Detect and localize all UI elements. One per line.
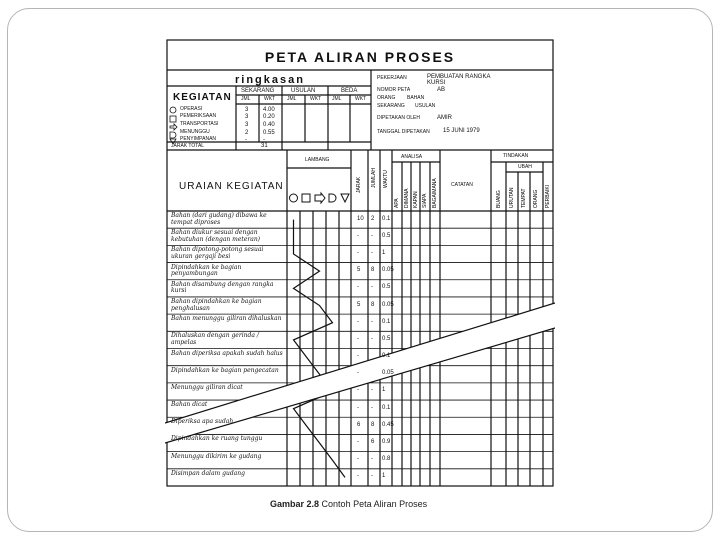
row-description: Menunggu giliran dicat bbox=[171, 383, 243, 391]
row-waktu: 0.1 bbox=[382, 318, 391, 325]
row-description: Dipindahkan ke bagian pengecatan bbox=[171, 366, 279, 374]
tanggal-label: TANGGAL DIPETAKAN bbox=[377, 129, 430, 135]
figure-caption bbox=[270, 499, 427, 509]
row-jarak: - bbox=[357, 335, 359, 342]
bahan-label: BAHAN bbox=[407, 95, 425, 101]
row-waktu: 0.5 bbox=[382, 284, 391, 291]
row-waktu: 0.5 bbox=[382, 335, 391, 342]
wkt-operasi: 4.00 bbox=[263, 107, 275, 113]
row-jumlah: - bbox=[371, 232, 373, 239]
row-description: Bahan menunggu giliran dihaluskan bbox=[171, 315, 282, 323]
row-waktu: 1 bbox=[382, 387, 386, 394]
row-jarak: - bbox=[357, 387, 359, 394]
row-label-menunggu: MENUNGGU bbox=[180, 129, 210, 135]
jml-transportasi: 3 bbox=[245, 122, 249, 128]
uraian-kegiatan-header: URAIAN KEGIATAN bbox=[179, 181, 284, 192]
jml-operasi: 3 bbox=[245, 107, 249, 113]
row-description: Bahan disambung dengan rangka kursi bbox=[171, 280, 274, 295]
sub-wkt-1: WKT bbox=[264, 96, 276, 102]
analisa-col-dimana: DIMANA bbox=[404, 188, 410, 208]
jumlah-header: JUMLAH bbox=[371, 167, 377, 188]
sub-jml-3: JML bbox=[332, 96, 342, 102]
row-description: Bahan (dari gudang) dibawa ke tempat diproses bbox=[171, 212, 267, 226]
row-description: Dipindahkan ke ruang tunggu bbox=[171, 435, 263, 443]
analisa-header: ANALISA bbox=[401, 154, 423, 160]
tindakan-col-perbaiki: PERBAIKI bbox=[545, 184, 551, 208]
caption-number: Gambar 2.8 bbox=[270, 499, 320, 509]
usulan-label: USULAN bbox=[415, 103, 436, 109]
analisa-col-apa: APA bbox=[394, 198, 400, 208]
tindakan-header: TINDAKAN bbox=[503, 153, 529, 159]
row-jumlah: 8 bbox=[371, 301, 375, 308]
row-description: Diperiksa apa sudah bbox=[171, 418, 234, 426]
row-description: Bahan dipotong-potong sesuai ukuran gergaji besi bbox=[171, 246, 264, 260]
lambang-header: LAMBANG bbox=[305, 157, 330, 163]
row-waktu: 0.9 bbox=[382, 439, 391, 446]
row-jarak: - bbox=[357, 404, 359, 411]
row-label-penyimpanan: PENYIMPANAN bbox=[180, 136, 217, 142]
row-description: Dihaluskan dengan gerinda / ampelas bbox=[171, 332, 259, 346]
chart-title: PETA ALIRAN PROSES bbox=[264, 49, 456, 65]
row-jarak: 5 bbox=[357, 267, 361, 274]
row-jumlah: - bbox=[371, 335, 373, 342]
analisa-col-siapa: SIAPA bbox=[422, 193, 428, 208]
jml-pemeriksaan: 3 bbox=[245, 114, 249, 120]
row-waktu: 0.05 bbox=[382, 370, 394, 377]
nomor-peta-label: NOMOR PETA bbox=[377, 87, 411, 93]
wkt-menunggu: 0.55 bbox=[263, 130, 275, 136]
row-jarak: - bbox=[357, 232, 359, 239]
row-waktu: 0.1 bbox=[382, 404, 391, 411]
wkt-penyimpanan: - bbox=[263, 137, 265, 143]
row-waktu: 0.05 bbox=[382, 301, 394, 308]
nomor-peta-value: AB bbox=[437, 87, 446, 93]
jml-menunggu: 2 bbox=[245, 130, 249, 136]
pekerjaan-value: PEMBUATAN RANGKA KURSI bbox=[427, 74, 491, 87]
row-waktu: 0.45 bbox=[382, 421, 394, 428]
row-label-pemeriksaan: PEMERIKSAAN bbox=[180, 113, 217, 119]
catatan-header: CATATAN bbox=[451, 182, 473, 188]
tindakan-col-urutan: URUTAN bbox=[509, 187, 515, 208]
row-description: Bahan dicat bbox=[171, 401, 208, 409]
process-chart-document bbox=[165, 38, 555, 490]
row-label-operasi: OPERASI bbox=[180, 106, 203, 112]
row-jarak: - bbox=[357, 370, 359, 377]
row-waktu: 0.8 bbox=[382, 456, 391, 463]
lambang-symbols bbox=[290, 193, 350, 203]
sub-wkt-2: WKT bbox=[310, 96, 322, 102]
row-jumlah: 8 bbox=[371, 421, 375, 428]
kegiatan-label: KEGIATAN bbox=[173, 92, 232, 103]
row-jumlah: - bbox=[371, 284, 373, 291]
row-description: Bahan diukur sesuai dengan kebutuhan (dengan meteran) bbox=[171, 229, 261, 243]
row-jumlah: - bbox=[371, 456, 373, 463]
pekerjaan-label: PEKERJAAN bbox=[377, 75, 407, 81]
row-jumlah: - bbox=[371, 387, 373, 394]
row-jarak: - bbox=[357, 318, 359, 325]
row-description: Dipindahkan ke bagian penyambungan bbox=[171, 263, 242, 278]
tindakan-col-buang: BUANG bbox=[496, 190, 502, 208]
summary-symbols bbox=[170, 107, 177, 144]
caption-text: Contoh Peta Aliran Proses bbox=[321, 499, 428, 509]
group-sekarang: SEKARANG bbox=[241, 88, 275, 94]
analisa-col-bagaimana: BAGAIMANA bbox=[432, 178, 438, 208]
sub-wkt-3: WKT bbox=[355, 96, 367, 102]
sub-jml-2: JML bbox=[287, 96, 297, 102]
row-waktu: 1 bbox=[382, 473, 386, 480]
row-waktu: 1 bbox=[382, 249, 386, 256]
row-jarak: - bbox=[357, 456, 359, 463]
row-jumlah: 8 bbox=[371, 267, 375, 274]
row-description: Bahan diperiksa apakah sudah halus bbox=[171, 349, 283, 357]
row-jumlah: - bbox=[371, 473, 373, 480]
row-jarak: - bbox=[357, 284, 359, 291]
row-label-transportasi: TRANSPORTASI bbox=[180, 121, 219, 127]
sub-jml-1: JML bbox=[241, 96, 251, 102]
jarak-total-label: JARAK TOTAL bbox=[171, 143, 205, 149]
group-usulan: USULAN bbox=[291, 88, 316, 94]
row-waktu: 0.5 bbox=[382, 232, 391, 239]
jarak-header: JARAK bbox=[356, 176, 362, 193]
analisa-col-kapan: KAPAN bbox=[413, 191, 419, 208]
group-beda: BEDA bbox=[341, 88, 358, 94]
row-jarak: - bbox=[357, 473, 359, 480]
sekarang-label: SEKARANG bbox=[377, 103, 405, 109]
row-jarak: - bbox=[357, 249, 359, 256]
row-waktu: 0.1 bbox=[382, 215, 391, 222]
row-jumlah: - bbox=[371, 249, 373, 256]
row-jumlah: - bbox=[371, 404, 373, 411]
row-jarak: - bbox=[357, 439, 359, 446]
wkt-transportasi: 0.40 bbox=[263, 122, 275, 128]
tindakan-col-orang: ORANG bbox=[533, 189, 539, 208]
jarak-total-value: 31 bbox=[261, 143, 268, 149]
summary-heading: ringkasan bbox=[235, 74, 305, 86]
row-jumlah: - bbox=[371, 318, 373, 325]
row-description: Disimpan dalam gudang bbox=[171, 469, 245, 477]
row-jarak: 6 bbox=[357, 421, 361, 428]
wkt-pemeriksaan: 0.20 bbox=[263, 114, 275, 120]
tanggal-value: 15 JUNI 1979 bbox=[443, 128, 480, 134]
row-jumlah: 6 bbox=[371, 439, 375, 446]
row-jumlah: 2 bbox=[371, 215, 375, 222]
row-description: Menunggu dikirim ke gudang bbox=[171, 452, 262, 460]
row-jarak: 5 bbox=[357, 301, 361, 308]
jml-penyimpanan: - bbox=[245, 137, 247, 143]
tindakan-col-tempat: TEMPAT bbox=[521, 188, 527, 208]
row-jarak: 10 bbox=[357, 215, 364, 222]
row-description: Bahan dipindahkan ke bagian penghalusan bbox=[171, 297, 262, 312]
orang-label: ORANG bbox=[377, 95, 396, 101]
waktu-header: WAKTU bbox=[383, 170, 389, 188]
row-jarak: - bbox=[357, 353, 359, 360]
row-waktu: 0.05 bbox=[382, 267, 394, 274]
row-waktu: 0.1 bbox=[382, 353, 391, 360]
ubah-header: UBAH bbox=[518, 164, 532, 170]
dipetakan-value: AMIR bbox=[437, 115, 452, 121]
dipetakan-label: DIPETAKAN OLEH bbox=[377, 115, 420, 121]
